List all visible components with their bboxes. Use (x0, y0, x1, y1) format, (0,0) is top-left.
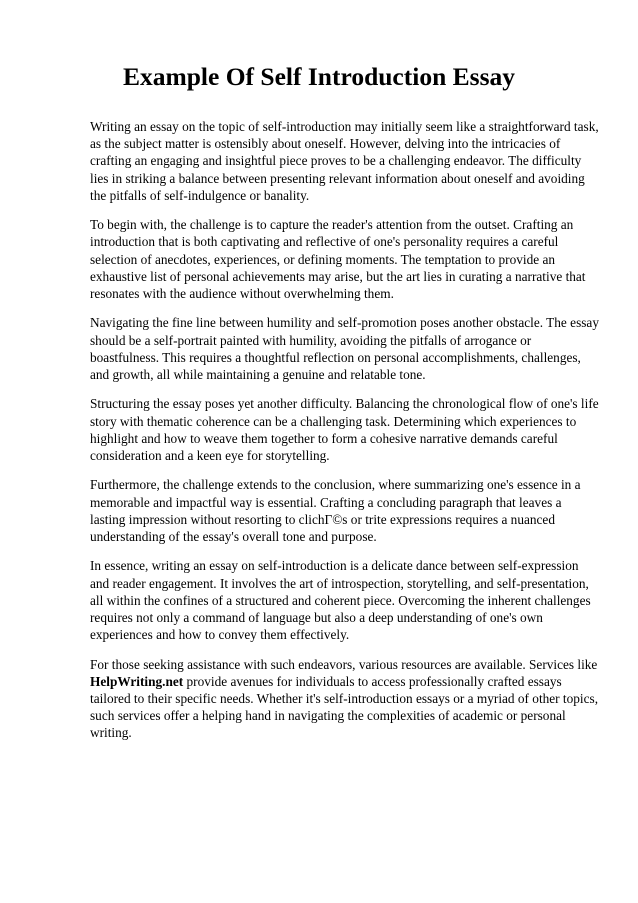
document-title: Example Of Self Introduction Essay (123, 62, 515, 91)
paragraph-3: Navigating the fine line between humility and self-promotion poses another obstacle. The essay should be a self-portrait painted with humility, avoiding the pitfalls of arrogance or boastfulness. This requires a thoughtful reflection on personal accomplishments, challenges, and growth, all while maintaining a genuine and relatable tone. (90, 315, 599, 383)
paragraph-2: To begin with, the challenge is to capture the reader's attention from the outset. Crafting an introduction that is both captivating and reflective of one's personality requires a careful selection of anecdotes, experiences, or defining moments. The temptation to provide an exhaustive list of personal achievements may arise, but the art lies in curating a narrative that resonates with the audience without overwhelming them. (90, 217, 586, 302)
paragraph-4: Structuring the essay poses yet another difficulty. Balancing the chronological flow of one's life story with thematic coherence can be a challenging task. Determining which experiences to highlight and how to weave them together to form a cohesive narrative demands careful consideration and a keen eye for storytelling. (90, 396, 599, 464)
paragraph-6: In essence, writing an essay on self-introduction is a delicate dance between self-expression and reader engagement. It involves the art of introspection, storytelling, and self-presentation, all within the confines of a structured and coherent piece. Overcoming the inherent challenges requires not only a command of language but also a deep understanding of one's own experiences and how to convey them effectively. (90, 558, 591, 643)
brand-name: HelpWriting.net (90, 673, 184, 689)
paragraph-7-rest: provide avenues for individuals to access professionally crafted essays tailored to their specific needs. Whether it's self-introduction essays or a myriad of other topics, such services offer a helping hand in navigating the complexities of academic or personal writing. (90, 673, 599, 741)
paragraph-1: Writing an essay on the topic of self-introduction may initially seem like a straightforward task, as the subject matter is ostensibly about oneself. However, delving into the intricacies of crafting an engaging and insightful piece proves to be a challenging endeavor. The difficulty lies in striking a balance between presenting relevant information about oneself and avoiding the pitfalls of self-indulgence or banality. (90, 119, 599, 203)
paragraph-7-intro: For those seeking assistance with such endeavors, various resources are available. Services like (90, 656, 598, 672)
paragraph-5: Furthermore, the challenge extends to the conclusion, where summarizing one's essence in a memorable and impactful way is essential. Crafting a concluding paragraph that leaves a lasting impression without resorting to clichГ©s or trite expressions requires a nuanced understanding of the essay's overall tone and purpose. (90, 477, 581, 545)
document-body (90, 118, 600, 754)
paragraph-7 (90, 656, 600, 742)
